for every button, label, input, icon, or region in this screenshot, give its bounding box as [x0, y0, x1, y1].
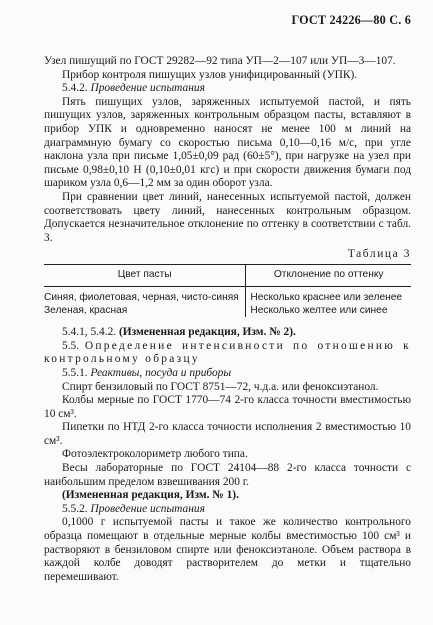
- paragraph-reagent-flasks: Колбы мерные по ГОСТ 1770—74 2-го класса точности вместимостью 10 см³.: [44, 394, 411, 420]
- table-header-color: Цвет пасты: [44, 264, 246, 286]
- paragraph-reagent-pipettes: Пипетки по НТД 2-го класса точности исполнения 2 вместимостью 10 см³.: [44, 421, 411, 447]
- section-title: Проведение испытания: [90, 502, 205, 515]
- paragraph-reagent-colorimeter: Фотоэлектроколориметр любого типа.: [62, 448, 248, 461]
- section-5-5-heading: [44, 340, 411, 367]
- paragraph-test-procedure: Пять пишущих узлов, заряженных испытуемой пастой, и пять пишущих узлов, заряженных контрольным образцом пасты, вставляют в прибор УПК и одновременно наносят не менее 100 м линий на диаграммную бумагу со скоростью письма 0,10—0,16 м/с, при угле наклона узла при письме 1,05±0,09 рад (60±5°), при нагрузке на узел при письме 0,98±0,10 Н (0,10±0,01 кгс) и при скорости движения бумаги под шариком узла 0,6—1,2 мм за один оборот узла.: [44, 95, 411, 190]
- table-cell: Зеленая, красная: [44, 305, 246, 317]
- paragraph-reagent-alcohol: Спирт бензиловый по ГОСТ 8751—72, ч.д.а. или феноксиэтанол.: [62, 380, 379, 393]
- amendment-note-2: [44, 326, 411, 340]
- section-title: Определение интенсивности по отношению к контрольному образцу: [44, 339, 411, 366]
- table-row: [44, 287, 411, 305]
- page-header: ГОСТ 24226—80 С. 6: [291, 13, 411, 27]
- table-cell: Несколько желтее или синее: [250, 304, 388, 316]
- section-number: 5.5.1.: [62, 366, 91, 379]
- table-header-row: [44, 264, 411, 286]
- amendment-text: (Измененная редакция, Изм. № 2).: [118, 326, 296, 339]
- paragraph-writing-unit: Узел пишущий по ГОСТ 29282—92 типа УП—2—107 или УП—3—107.: [44, 55, 396, 67]
- table-3: [44, 264, 411, 317]
- table-header-deviation: Отклонение по оттенку: [246, 264, 411, 286]
- page-content: [44, 55, 411, 584]
- table-cell: Синяя, фиолетовая, черная, чисто-синяя: [44, 287, 246, 305]
- section-number: 5.5.2.: [62, 502, 91, 515]
- table-row: [44, 305, 411, 317]
- section-5-4-2-heading: [44, 82, 411, 96]
- amendment-note-1: (Измененная редакция, Изм. № 1).: [62, 489, 239, 502]
- table-cell: Несколько краснее или зеленее: [250, 292, 403, 304]
- section-title: Реактивы, посуда и приборы: [90, 366, 232, 379]
- section-number: 5.4.1, 5.4.2.: [62, 326, 119, 339]
- paragraph-upk-device: Прибор контроля пишущих узлов унифицированный (УПК).: [62, 68, 358, 81]
- section-number: 5.5.: [62, 339, 85, 352]
- paragraph-reagent-scales: Весы лабораторные по ГОСТ 24104—88 2-го класса точности с наибольшим пределом взвешивания 200 г.: [44, 462, 411, 488]
- section-5-5-2-heading: [44, 503, 411, 517]
- section-number: 5.4.2.: [62, 82, 91, 95]
- section-5-5-1-heading: [44, 367, 411, 381]
- table-caption: Таблица 3: [347, 248, 411, 261]
- paragraph-color-comparison: При сравнении цвет линий, нанесенных испытуемой пастой, должен соответствовать цвету линий, нанесенных контрольным образцом. Допускается незначительное отклонение по оттенку в соответствии с табл. 3.: [44, 190, 411, 244]
- section-title: Проведение испытания: [90, 82, 205, 95]
- paragraph-sample-preparation: 0,1000 г испытуемой пасты и такое же количество контрольного образца помещают в отдельные мерные колбы вместимостью 100 см³ и растворяют в бензиловом спирте или феноксиэтаноле. Объем раствора в каждой колбе доводят растворителем до метки и тщательно перемешивают.: [44, 516, 411, 583]
